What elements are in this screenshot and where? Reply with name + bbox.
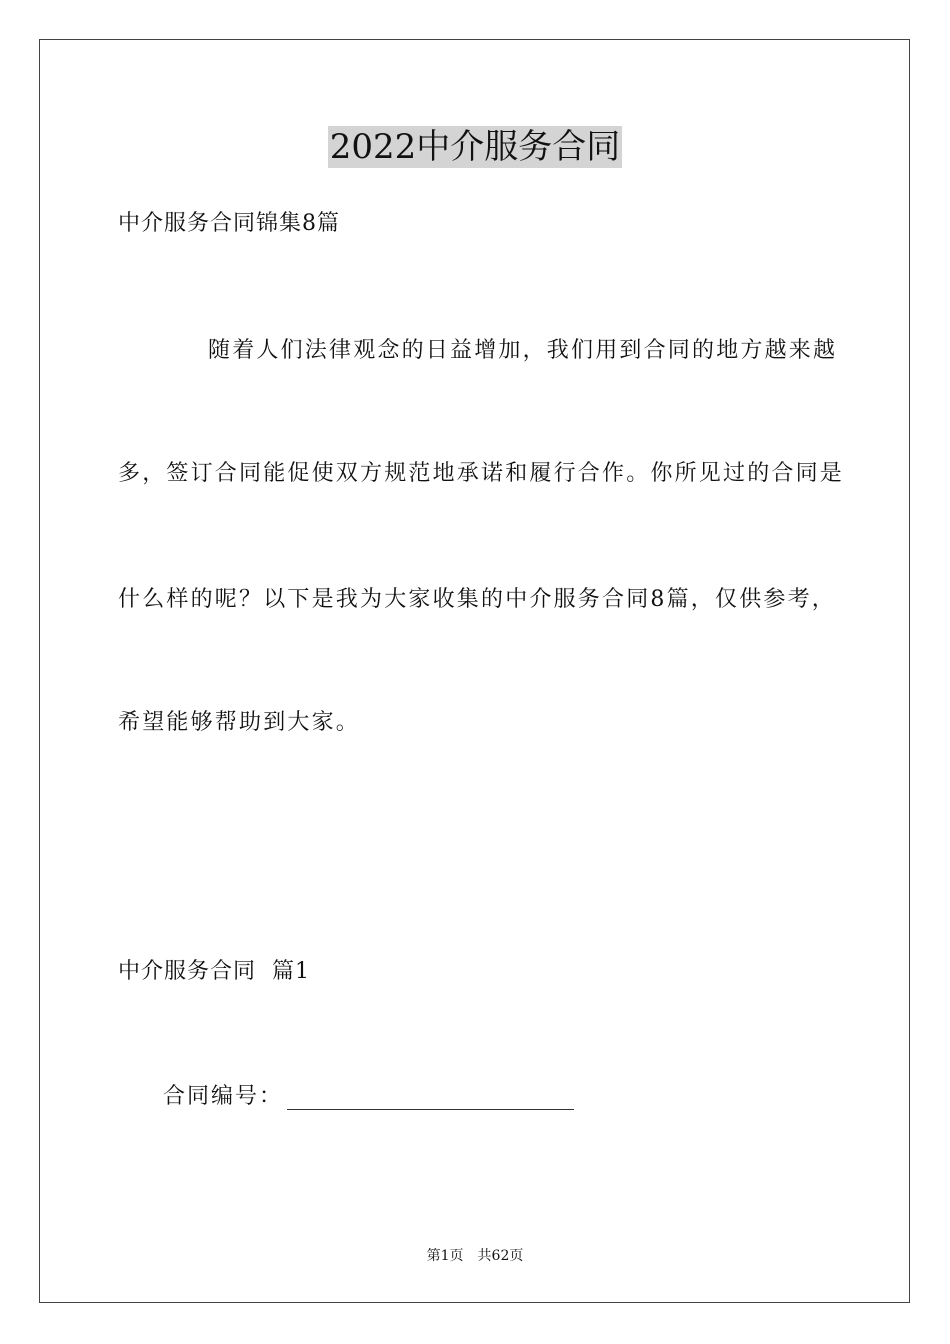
- intro-paragraph-line-1: 随着人们法律观念的日益增加，我们用到合同的地方越来越: [208, 338, 838, 363]
- page-footer: [0, 1246, 950, 1266]
- document-title: 2022中介服务合同: [329, 127, 621, 167]
- intro-paragraph-line-3: 什么样的呢？以下是我为大家收集的中介服务合同8篇，仅供参考，: [118, 587, 836, 612]
- intro-paragraph-line-2: 多，签订合同能促使双方规范地承诺和履行合作。你所见过的合同是: [118, 461, 845, 486]
- section-heading: 中介服务合同 篇1: [118, 959, 310, 984]
- contract-number-field: [163, 1082, 574, 1112]
- contract-number-label: 合同编号：: [163, 1084, 284, 1109]
- page-total: 共62页: [477, 1248, 524, 1264]
- contract-number-blank-line: [287, 1087, 574, 1110]
- page-current: 第1页: [426, 1248, 464, 1264]
- title-container: [0, 126, 950, 168]
- document-subtitle: 中介服务合同锦集8篇: [118, 211, 340, 236]
- intro-paragraph-line-4: 希望能够帮助到大家。: [118, 710, 361, 735]
